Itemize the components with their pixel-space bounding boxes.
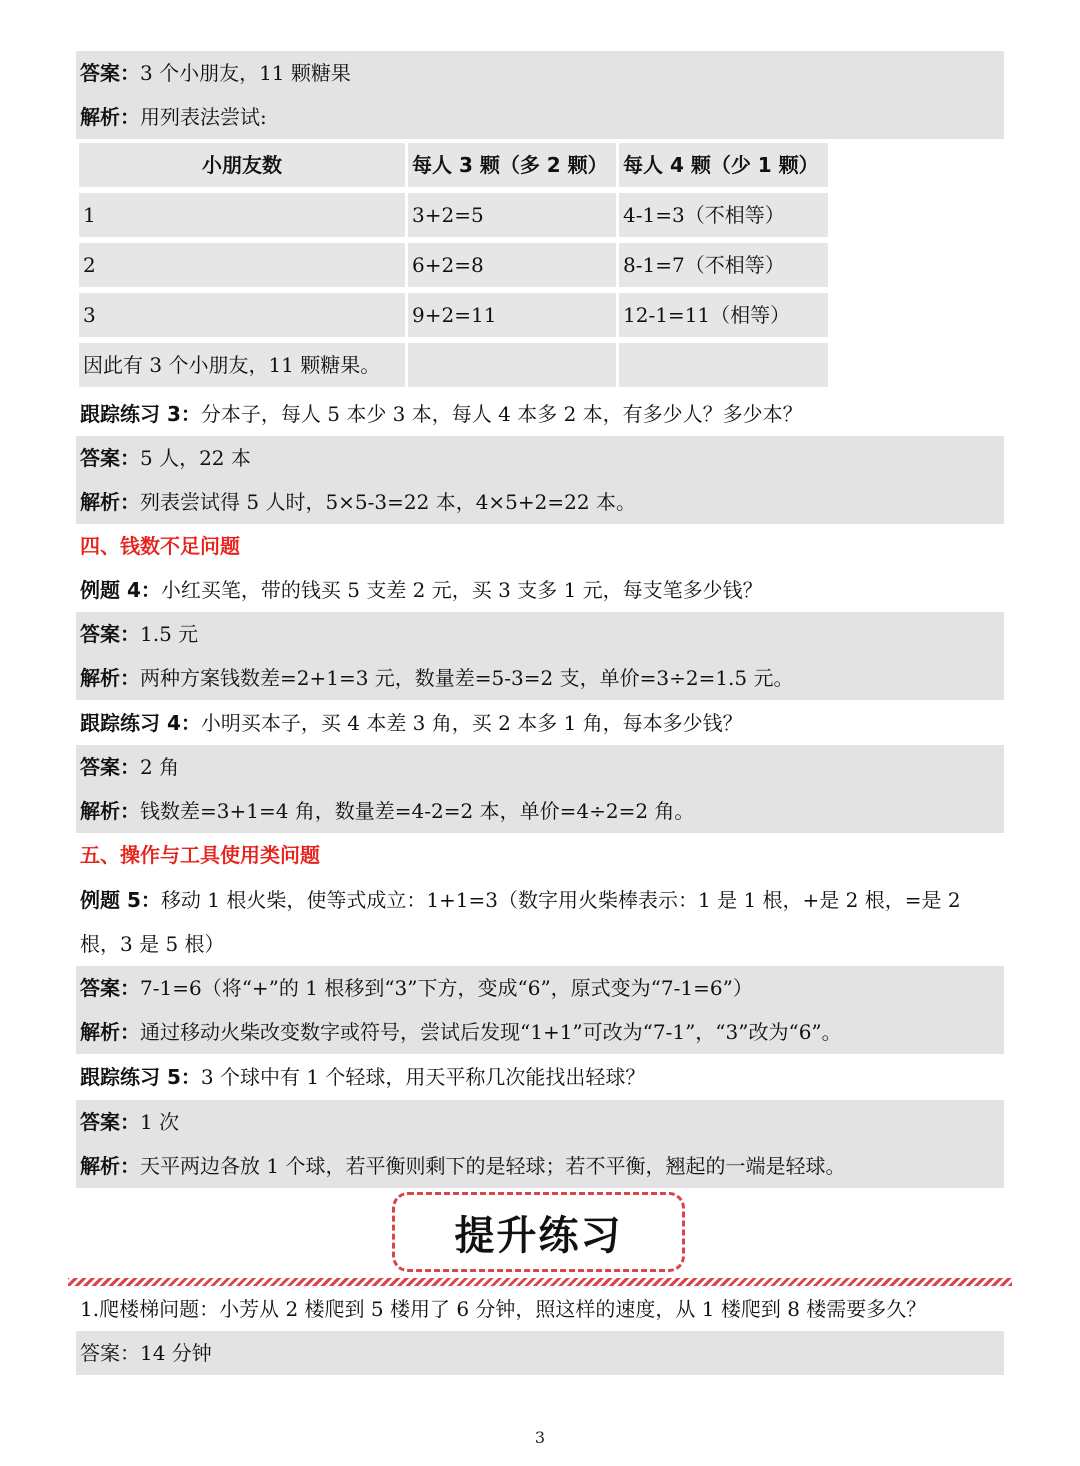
answer-text: 3 个小朋友，11 颗糖果: [140, 61, 351, 85]
example-text: 小红买笔，带的钱买 5 支差 2 元，买 3 支多 1 元，每支笔多少钱？: [160, 578, 763, 602]
example-label: 例题 5：: [80, 888, 161, 912]
answer-text: 1 次: [140, 1110, 180, 1134]
analysis-text: 天平两边各放 1 个球，若平衡则剩下的是轻球；若不平衡，翘起的一端是轻球。: [140, 1154, 846, 1178]
practice-label: 跟踪练习 3：: [80, 402, 201, 426]
section-banner: 提升练习: [392, 1192, 685, 1272]
table-header-cell: 每人 4 颗（少 1 颗）: [619, 143, 828, 187]
table-cell: 3+2=5: [408, 193, 616, 237]
practice-question: [76, 1055, 1004, 1099]
analysis-label: 解析：: [80, 490, 140, 514]
table-cell: 1: [79, 193, 405, 237]
example-question: [76, 568, 1004, 612]
decorative-divider: [68, 1278, 1012, 1286]
practice-question: [76, 701, 1004, 745]
answer-text: 2 角: [140, 755, 180, 779]
problem-question: 1.爬楼梯问题：小芳从 2 楼爬到 5 楼用了 6 分钟，照这样的速度，从 1 楼爬到 8 楼需要多久？: [80, 1297, 927, 1321]
answer-line: [76, 612, 1004, 656]
example-question: [76, 878, 1004, 922]
answer-label: 答案：: [80, 976, 140, 1000]
practice-label: 跟踪练习 5：: [80, 1065, 201, 1089]
answer-line: [76, 436, 1004, 480]
practice-text: 分本子，每人 5 本少 3 本，每人 4 本多 2 本，有多少人？多少本？: [200, 402, 803, 426]
answer-text: 1.5 元: [140, 622, 199, 646]
analysis-label: 解析：: [80, 105, 140, 129]
practice-question: [76, 392, 1004, 436]
answer-line: [76, 966, 1004, 1010]
answer-text: 7-1=6（将“+”的 1 根移到“3”下方，变成“6”，原式变为“7-1=6”）: [140, 976, 753, 1000]
practice-text: 3 个球中有 1 个轻球，用天平称几次能找出轻球？: [200, 1065, 646, 1089]
answer-label: 答案：: [80, 755, 140, 779]
analysis-line: [76, 789, 1004, 833]
answer-label: 答案：: [80, 622, 140, 646]
analysis-line: [76, 656, 1004, 700]
analysis-text: 列表尝试得 5 人时，5×5-3=22 本，4×5+2=22 本。: [140, 490, 636, 514]
table-cell: 9+2=11: [408, 293, 616, 337]
practice-text: 小明买本子，买 4 本差 3 角，买 2 本多 1 角，每本多少钱？: [200, 711, 743, 735]
answer-label: 答案：: [80, 446, 140, 470]
example-question-continued: 根，3 是 5 根）: [80, 932, 225, 956]
analysis-label: 解析：: [80, 666, 140, 690]
page-number: 3: [534, 1428, 546, 1447]
example-text: 移动 1 根火柴，使等式成立：1+1=3（数字用火柴棒表示：1 是 1 根，+是 2 根，=是 2: [160, 888, 961, 912]
analysis-label: 解析：: [80, 799, 140, 823]
analysis-text: 通过移动火柴改变数字或符号，尝试后发现“1+1”可改为“7-1”，“3”改为“6”。: [140, 1020, 842, 1044]
table-cell: 4-1=3（不相等）: [619, 193, 828, 237]
analysis-line: [76, 1010, 1004, 1054]
section-heading: 四、钱数不足问题: [80, 534, 240, 558]
analysis-text: 用列表法尝试:: [140, 105, 267, 129]
table-cell-empty: [619, 343, 828, 387]
section-heading: 五、操作与工具使用类问题: [80, 843, 320, 867]
table-header-cell: 小朋友数: [79, 143, 405, 187]
table-cell: 8-1=7（不相等）: [619, 243, 828, 287]
table-cell-empty: [408, 343, 616, 387]
table-cell: 2: [79, 243, 405, 287]
table-cell: 12-1=11（相等）: [619, 293, 828, 337]
table-cell: 3: [79, 293, 405, 337]
table-header-cell: 每人 3 颗（多 2 颗）: [408, 143, 616, 187]
analysis-label: 解析：: [80, 1154, 140, 1178]
answer-line: [76, 1100, 1004, 1144]
analysis-line: [76, 480, 1004, 524]
analysis-line: [76, 1144, 1004, 1188]
analysis-label: 解析：: [80, 1020, 140, 1044]
answer-line: 答案：14 分钟: [76, 1331, 1004, 1375]
answer-line: [76, 745, 1004, 789]
analysis-text: 钱数差=3+1=4 角，数量差=4-2=2 本，单价=4÷2=2 角。: [140, 799, 695, 823]
answer-line: [76, 51, 1004, 95]
answer-label: 答案：: [80, 1110, 140, 1134]
answer-text: 5 人，22 本: [140, 446, 251, 470]
practice-label: 跟踪练习 4：: [80, 711, 201, 735]
analysis-text: 两种方案钱数差=2+1=3 元，数量差=5-3=2 支，单价=3÷2=1.5 元。: [140, 666, 794, 690]
table-cell: 6+2=8: [408, 243, 616, 287]
example-label: 例题 4：: [80, 578, 161, 602]
analysis-line: [76, 95, 1004, 139]
answer-label: 答案：: [80, 61, 140, 85]
table-conclusion: 因此有 3 个小朋友，11 颗糖果。: [79, 343, 405, 387]
